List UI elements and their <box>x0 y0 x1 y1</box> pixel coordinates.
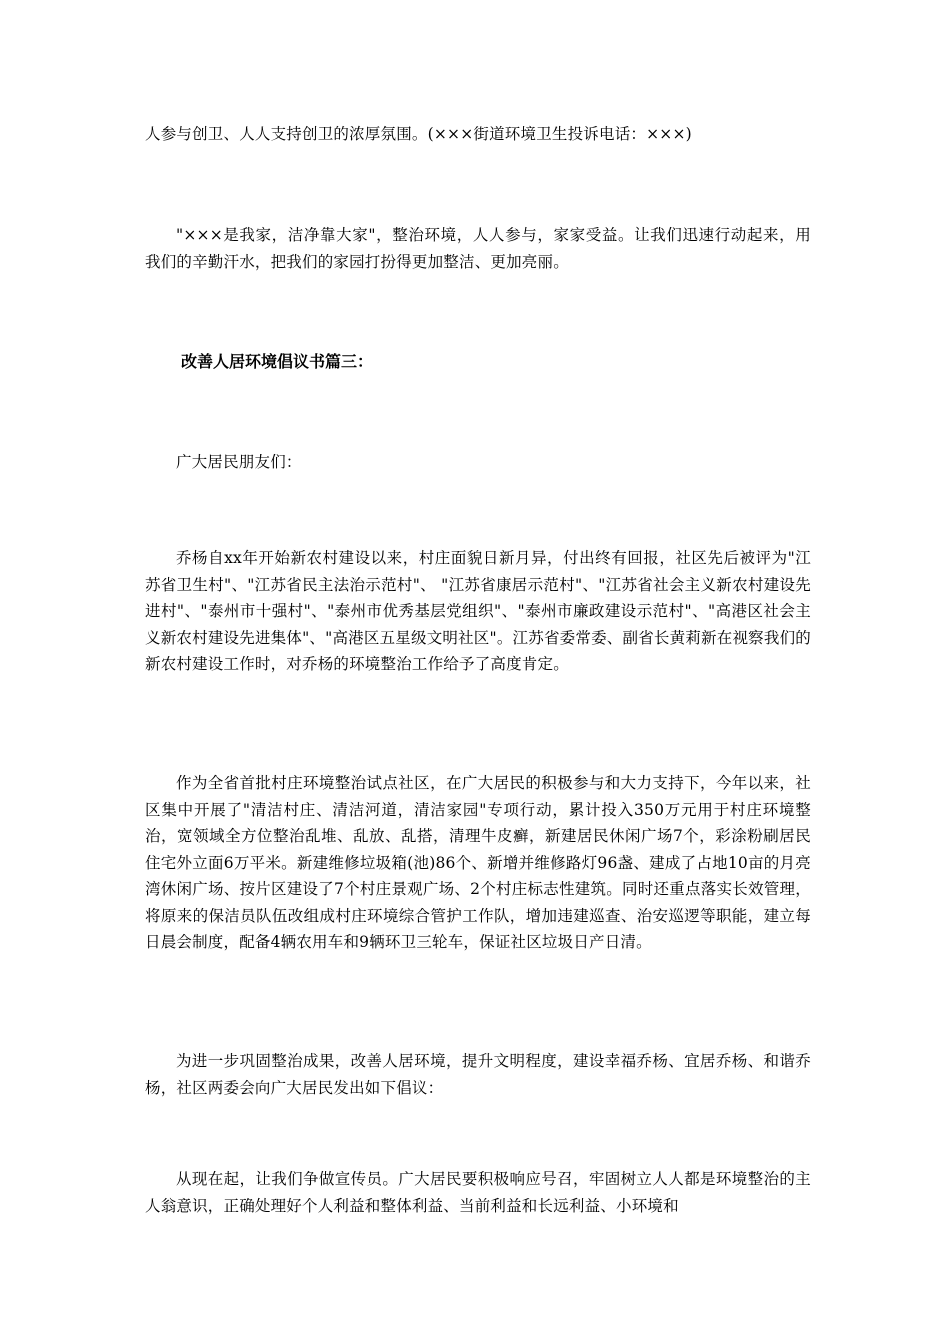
salutation: 广大居民朋友们： <box>176 453 302 471</box>
paragraph-3: 乔杨自xx年开始新农村建设以来，村庄面貌日新月异，付出终有回报，社区先后被评为"江苏省卫生村"、"江苏省民主法治示范村"、 "江苏省康居示范村"、"江苏省社会主义新农村建设先进村"、"泰州市十强村"、"泰州市优秀基层党组织"、"泰州市廉政建设示范村"、"高港区社会主义新农村建设先进集体"、"高港区五星级文明社区"。江苏省委常委、副省长黄莉新在视察我们的新农村建设工作时，对乔杨的环境整治工作给予了高度肯定。 <box>145 549 811 673</box>
paragraph-4: 作为全省首批村庄环境整治试点社区，在广大居民的积极参与和大力支持下，今年以来，社区集中开展了"清洁村庄、清洁河道，清洁家园"专项行动，累计投入350万元用于村庄环境整治，宽领域全方位整治乱堆、乱放、乱搭，清理牛皮癣，新建居民休闲广场7个，彩涂粉刷居民住宅外立面6万平米。新建维修垃圾箱(池)86个、新增并维修路灯96盏、建成了占地10亩的月亮湾休闲广场、按片区建设了7个村庄景观广场、2个村庄标志性建筑。同时还重点落实长效管理，将原来的保洁员队伍改组成村庄环境综合管护工作队，增加违建巡查、治安巡逻等职能，建立每日晨会制度，配备4辆农用车和9辆环卫三轮车，保证社区垃圾日产日清。 <box>145 774 811 951</box>
paragraph-1: 人参与创卫、人人支持创卫的浓厚氛围。(×××街道环境卫生投诉电话：×××) <box>145 125 692 143</box>
section-heading: 改善人居环境倡议书篇三： <box>181 352 374 371</box>
paragraph-5: 为进一步巩固整治成果，改善人居环境，提升文明程度，建设幸福乔杨、宜居乔杨、和谐乔杨，社区两委会向广大居民发出如下倡议： <box>145 1052 811 1097</box>
paragraph-2: "×××是我家，洁净靠大家"，整治环境，人人参与，家家受益。让我们迅速行动起来，用我们的辛勤汗水，把我们的家园打扮得更加整洁、更加亮丽。 <box>145 226 811 271</box>
paragraph-6: 从现在起，让我们争做宣传员。广大居民要积极响应号召，牢固树立人人都是环境整治的主人翁意识，正确处理好个人利益和整体利益、当前利益和长远利益、小环境和 <box>145 1170 811 1215</box>
